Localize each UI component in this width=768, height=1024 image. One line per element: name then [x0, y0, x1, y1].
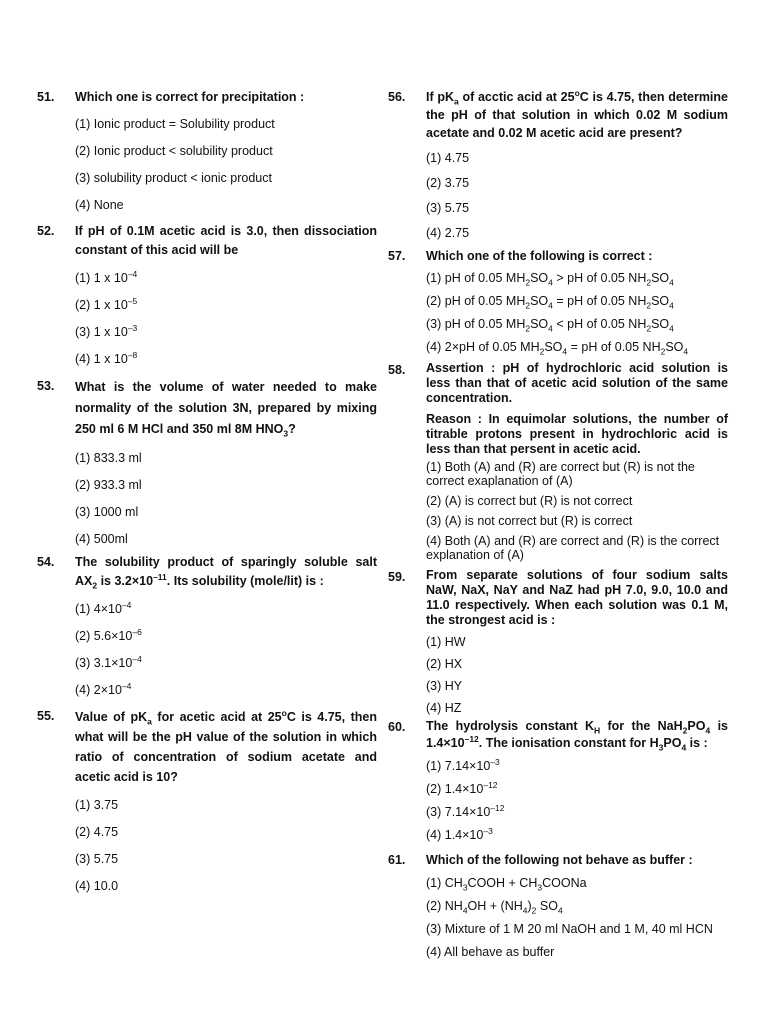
option-1: (1) 3.75	[75, 798, 119, 812]
option-3: (3) HY	[426, 679, 463, 693]
question-number: 52.	[37, 224, 55, 238]
question-text: What is the volume of water needed to make normality of the solution 3N, prepared by mixing 250 ml 6 M HCl and 350 ml 8M $HNO_3$?	[75, 380, 377, 439]
option-3: (3) $7.14\times 10^{-12}$	[426, 802, 505, 819]
option-4: (4) All behave as buffer	[426, 945, 555, 959]
option-4: (4) 10.0	[75, 879, 119, 893]
question-number: 54.	[37, 555, 55, 569]
question-number: 55.	[37, 709, 55, 723]
question-text: The solubility product of sparingly soluble salt $AX_2$ is $3.2\times 10^{-11}$. Its solubility (mole/lit) is :	[75, 555, 377, 591]
option-3: (3) Mixture of 1 M 20 ml NaOH and 1 M, 40 ml HCN	[426, 922, 713, 936]
option-1: (1) HW	[426, 635, 466, 649]
reason-text: Reason : In equimolar solutions, the number of titrable protons present in hydrochloric acid is less than that persent in acetic acid.	[426, 412, 728, 456]
option-2: (2) 4.75	[75, 825, 119, 839]
option-3: (3) pH of 0.05 $MH_2SO_4$ < pH of 0.05 $NH_2SO_4$	[426, 317, 674, 334]
option-2: (2) pH of 0.05 $MH_2SO_4$ = pH of 0.05 $NH_2SO_4$	[426, 294, 674, 311]
question-number: 58.	[388, 363, 406, 377]
question-text: If $pK_a$ of acctic acid at 25$^o$C is 4.75, then determine the pH of that solution in which 0.02 M sodium acetate and 0.02 M acetic acid are present?	[426, 87, 728, 140]
option-3: (3) solubility product < ionic product	[75, 171, 272, 185]
question-text: Which one is correct for precipitation :	[75, 90, 305, 104]
option-4: (4) 2×pH of 0.05 $MH_2SO_4$ = pH of 0.05 $NH_2SO_4$	[426, 340, 689, 357]
left-column	[37, 88, 377, 894]
option-3: (3) 1 x $10^{-3}$	[75, 322, 138, 339]
option-2: (2) 3.75	[426, 176, 470, 190]
question-number: 56.	[388, 90, 406, 104]
question-text: Which one of the following is correct :	[426, 249, 653, 263]
question-59	[388, 568, 728, 716]
option-4: (4) HZ	[426, 701, 462, 715]
option-3: (3) 5.75	[426, 201, 470, 215]
question-53	[37, 377, 377, 547]
question-text: Which of the following not behave as buffer :	[426, 853, 693, 867]
question-58	[388, 361, 728, 562]
option-1: (1) 833.3 ml	[75, 451, 142, 465]
option-4: (4) 500ml	[75, 532, 128, 546]
option-2: (2) 933.3 ml	[75, 478, 142, 492]
option-1: (1) Ionic product = Solubility product	[75, 117, 275, 131]
option-4: (4) 2.75	[426, 226, 470, 240]
question-text: If pH of 0.1M acetic acid is 3.0, then dissociation constant of this acid will be	[75, 224, 377, 257]
question-number: 53.	[37, 379, 55, 393]
option-1: (1) $7.14\times 10^{-3}$	[426, 756, 500, 773]
question-61	[388, 851, 728, 960]
option-2: (2) (A) is correct but (R) is not correct	[426, 494, 633, 508]
question-55	[37, 707, 377, 894]
question-number: 57.	[388, 249, 406, 263]
question-number: 51.	[37, 90, 55, 104]
question-text: Value of $pK_a$ for acetic acid at 25$^o$C is 4.75, then what will be the pH value of the solution in which ratio of concentration of sodium acetate and acetic acid is 10?	[75, 707, 377, 784]
option-4: (4) 1 x $10^{-8}$	[75, 349, 138, 366]
option-4: (4) $2\times 10^{-4}$	[75, 680, 132, 697]
question-52	[37, 222, 377, 367]
option-1: (1) 1 x $10^{-4}$	[75, 268, 138, 285]
assertion-text: Assertion : pH of hydrochloric acid solution is less than that of acetic acid solution of the same concentration.	[426, 361, 728, 405]
option-4: (4) $1.4\times 10^{-3}$	[426, 825, 493, 842]
right-column	[388, 88, 728, 960]
question-number: 59.	[388, 570, 406, 584]
question-60	[388, 718, 728, 843]
question-54	[37, 553, 377, 698]
question-number: 60.	[388, 720, 406, 734]
question-text: From separate solutions of four sodium salts NaW, NaX, NaY and NaZ had pH 7.0, 9.0, 10.0 and 11.0 respectively. When each solution was 0.1 M, the strongest acid is :	[426, 568, 728, 627]
option-2: (2) $NH_4OH + (NH_4)_2$ $SO_4$	[426, 899, 563, 916]
question-51	[37, 88, 377, 213]
question-56	[388, 88, 728, 241]
option-2: (2) Ionic product < solubility product	[75, 144, 273, 158]
option-1: (1) Both (A) and (R) are correct but (R) is not the correct exaplanation of (A)	[426, 460, 695, 488]
option-1: (1) $CH_3COOH$ + $CH_3COONa$	[426, 876, 587, 893]
option-4: (4) Both (A) and (R) are correct and (R) is the correct explanation of (A)	[426, 534, 720, 562]
option-3: (3) 5.75	[75, 852, 119, 866]
option-4: (4) None	[75, 198, 124, 212]
option-1: (1) pH of 0.05 $MH_2SO_4$ > pH of 0.05 $NH_2SO_4$	[426, 271, 674, 288]
option-2: (2) 1 x $10^{-5}$	[75, 295, 138, 312]
option-2: (2) $5.6\times 10^{-6}$	[75, 626, 142, 643]
option-2: (2) $1.4\times 10^{-12}$	[426, 779, 498, 796]
question-text: The hydrolysis constant $K_H$ for the $NaH_2PO_4$ is $1.4\times 10^{-12}$. The ionisation constant for $H_3PO_4$ is :	[426, 719, 729, 753]
option-2: (2) HX	[426, 657, 463, 671]
question-57	[388, 247, 728, 355]
option-1: (1) $4\times 10^{-4}$	[75, 599, 132, 616]
option-3: (3) (A) is not correct but (R) is correct	[426, 514, 633, 528]
option-3: (3) $3.1\times 10^{-4}$	[75, 653, 142, 670]
option-3: (3) 1000 ml	[75, 505, 139, 519]
option-1: (1) 4.75	[426, 151, 470, 165]
question-number: 61.	[388, 853, 406, 867]
